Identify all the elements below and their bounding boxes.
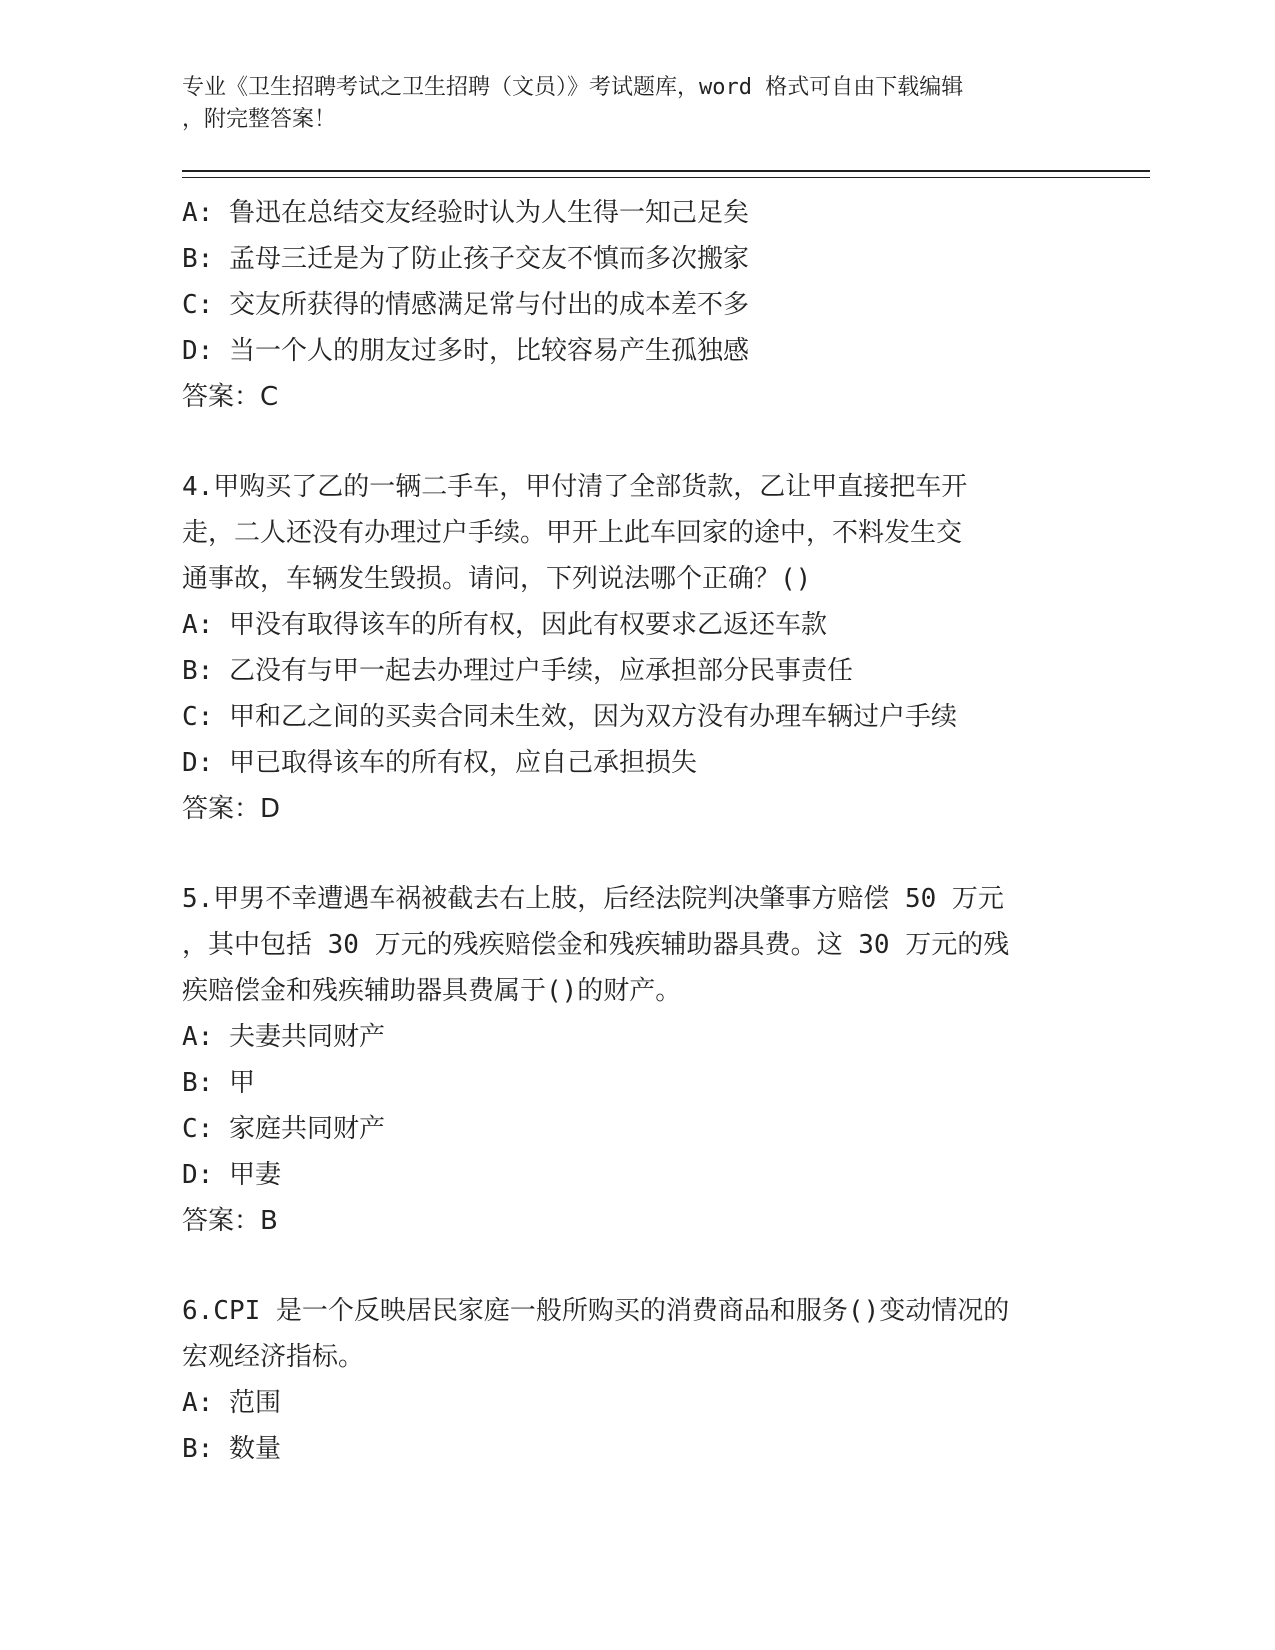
option-a: A: 夫妻共同财产 (182, 1022, 385, 1052)
option-d: D: 甲已取得该车的所有权，应自己承担损失 (182, 748, 697, 778)
option-b: B: 乙没有与甲一起去办理过户手续，应承担部分民事责任 (182, 656, 853, 686)
answer: 答案：B (182, 1206, 278, 1236)
option-b: B: 孟母三迁是为了防止孩子交友不慎而多次搬家 (182, 244, 749, 274)
question-text (182, 464, 1062, 602)
question-6 (182, 1288, 1082, 1472)
question-text (182, 876, 1062, 1014)
option-c: C: 甲和乙之间的买卖合同未生效，因为双方没有办理车辆过户手续 (182, 702, 957, 732)
question-text-line: 5.甲男不幸遭遇车祸被截去右上肢，后经法院判决肇事方赔偿 50 万元 (182, 884, 1004, 914)
option-c: C: 家庭共同财产 (182, 1114, 385, 1144)
question-text-line: 宏观经济指标。 (182, 1342, 365, 1372)
question-text-line: 疾赔偿金和残疾辅助器具费属于()的财产。 (182, 976, 682, 1006)
document-header (182, 72, 1062, 136)
option-a: A: 甲没有取得该车的所有权，因此有权要求乙返还车款 (182, 610, 827, 640)
header-line-1: 专业《卫生招聘考试之卫生招聘（文员）》考试题库，word 格式可自由下载编辑 (182, 75, 964, 100)
question-3 (182, 190, 1082, 420)
question-text (182, 1288, 1062, 1380)
header-rule-thin (182, 177, 1150, 178)
header-rule-thick (182, 170, 1150, 172)
question-text-line: 4.甲购买了乙的一辆二手车，甲付清了全部货款，乙让甲直接把车开 (182, 472, 968, 502)
option-b: B: 数量 (182, 1434, 281, 1464)
option-d: D: 当一个人的朋友过多时，比较容易产生孤独感 (182, 336, 749, 366)
question-text-line: 走，二人还没有办理过户手续。甲开上此车回家的途中，不料发生交 (182, 518, 963, 548)
question-5 (182, 876, 1082, 1244)
option-c: C: 交友所获得的情感满足常与付出的成本差不多 (182, 290, 749, 320)
question-text-line: 通事故，车辆发生毁损。请问，下列说法哪个正确？() (182, 564, 812, 594)
option-d: D: 甲妻 (182, 1160, 281, 1190)
answer: 答案：D (182, 794, 281, 824)
question-text-line: 6.CPI 是一个反映居民家庭一般所购买的消费商品和服务()变动情况的 (182, 1296, 1010, 1326)
question-4 (182, 464, 1082, 832)
option-b: B: 甲 (182, 1068, 255, 1098)
header-line-2: ，附完整答案！ (182, 107, 337, 132)
question-list (182, 190, 1082, 1472)
option-a: A: 范围 (182, 1388, 281, 1418)
answer: 答案：C (182, 382, 279, 412)
question-text-line: ，其中包括 30 万元的残疾赔偿金和残疾辅助器具费。这 30 万元的残 (182, 930, 1010, 960)
option-a: A: 鲁迅在总结交友经验时认为人生得一知己足矣 (182, 198, 749, 228)
